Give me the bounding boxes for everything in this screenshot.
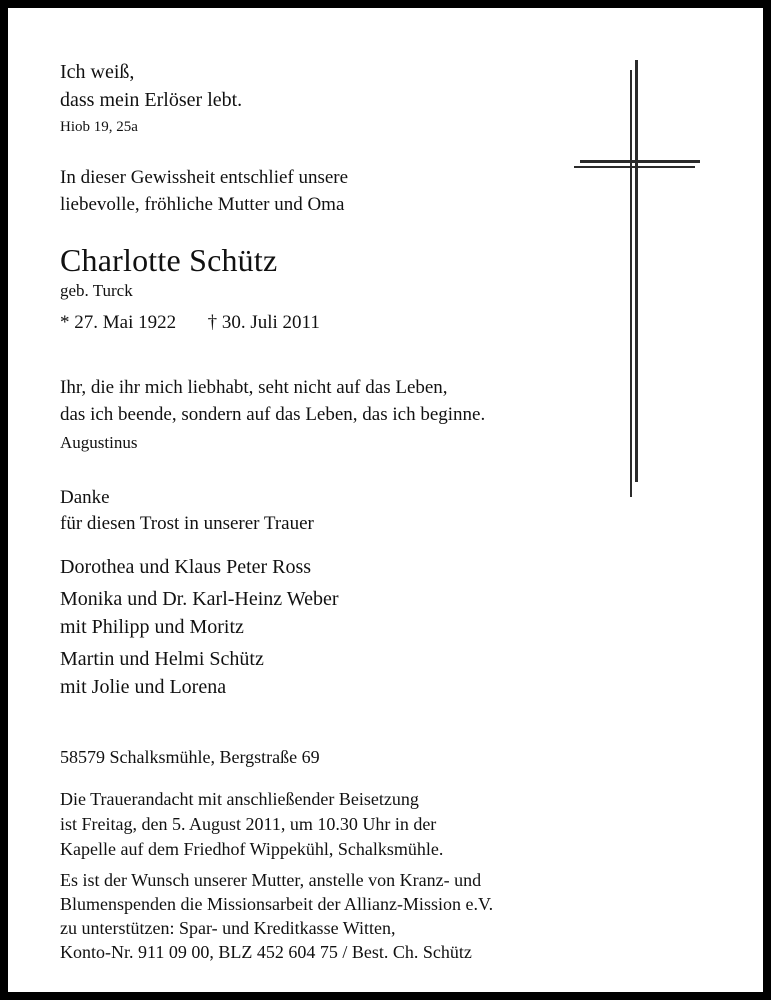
death-symbol: †: [207, 312, 218, 333]
survivor-children: mit Jolie und Lorena: [60, 676, 227, 698]
cross-icon: [556, 60, 716, 500]
family-address-block: [60, 745, 320, 770]
birth-date: 27. Mai 1922: [74, 312, 177, 333]
survivor-names: Monika und Dr. Karl-Heinz Weber: [60, 588, 339, 610]
survivor-names: Martin und Helmi Schütz: [60, 648, 264, 670]
thanks-line-2: für diesen Trost in unserer Trauer: [60, 513, 314, 534]
quote-line-2: das ich beende, sondern auf das Leben, das ich beginne.: [60, 404, 486, 425]
survivor-group: [60, 553, 339, 581]
quote-line-1: Ihr, die ihr mich liebhabt, seht nicht auf das Leben,: [60, 377, 448, 398]
deceased-full-name: Charlotte Schütz: [60, 242, 278, 278]
survivor-group: [60, 645, 339, 701]
service-line-2: ist Freitag, den 5. August 2011, um 10.30 Uhr in der: [60, 814, 437, 834]
donation-line-2: Blumenspenden die Missionsarbeit der Allianz-Mission e.V.: [60, 894, 494, 914]
cross-horizontal-stroke-bottom: [574, 166, 695, 168]
consolation-quote-block: [60, 374, 485, 455]
service-line-3: Kapelle auf dem Friedhof Wippekühl, Schalksmühle.: [60, 839, 444, 859]
service-line-1: Die Trauerandacht mit anschließender Beisetzung: [60, 789, 419, 809]
donation-line-4: Konto-Nr. 911 09 00, BLZ 452 604 75 / Best. Ch. Schütz: [60, 942, 472, 962]
cross-horizontal-stroke-top: [580, 160, 700, 163]
verse-reference: Hiob 19, 25a: [60, 119, 138, 135]
survivor-children: mit Philipp und Moritz: [60, 616, 244, 638]
verse-line-2: dass mein Erlöser lebt.: [60, 89, 243, 111]
survivor-group: [60, 585, 339, 641]
thanks-block: [60, 485, 314, 537]
address-line-1: 58579 Schalksmühle, Bergstraße 69: [60, 747, 320, 767]
deceased-life-dates: [60, 310, 320, 336]
survivors-list: [60, 553, 339, 701]
intro-line-1: In dieser Gewissheit entschlief unsere: [60, 167, 349, 188]
donation-line-1: Es ist der Wunsch unserer Mutter, anstelle von Kranz- und: [60, 870, 482, 890]
survivor-names: Dorothea und Klaus Peter Ross: [60, 556, 312, 578]
death-date: 30. Juli 2011: [221, 312, 320, 333]
quote-author: Augustinus: [60, 433, 138, 452]
cross-vertical-stroke-left: [630, 70, 632, 497]
introduction-block: [60, 164, 348, 218]
notice-page: [8, 8, 763, 992]
birth-symbol: *: [60, 312, 70, 333]
verse-line-1: Ich weiß,: [60, 61, 135, 83]
funeral-service-block: [60, 787, 443, 862]
donation-line-3: zu unterstützen: Spar- und Kreditkasse Witten,: [60, 918, 396, 938]
thanks-line-1: Danke: [60, 487, 110, 508]
donation-request-block: [60, 868, 493, 964]
deceased-maiden-name: geb. Turck: [60, 281, 133, 300]
scripture-verse-block: [60, 58, 242, 138]
cross-vertical-stroke-right: [635, 60, 638, 482]
deceased-name-block: [60, 241, 320, 336]
intro-line-2: liebevolle, fröhliche Mutter und Oma: [60, 194, 345, 215]
